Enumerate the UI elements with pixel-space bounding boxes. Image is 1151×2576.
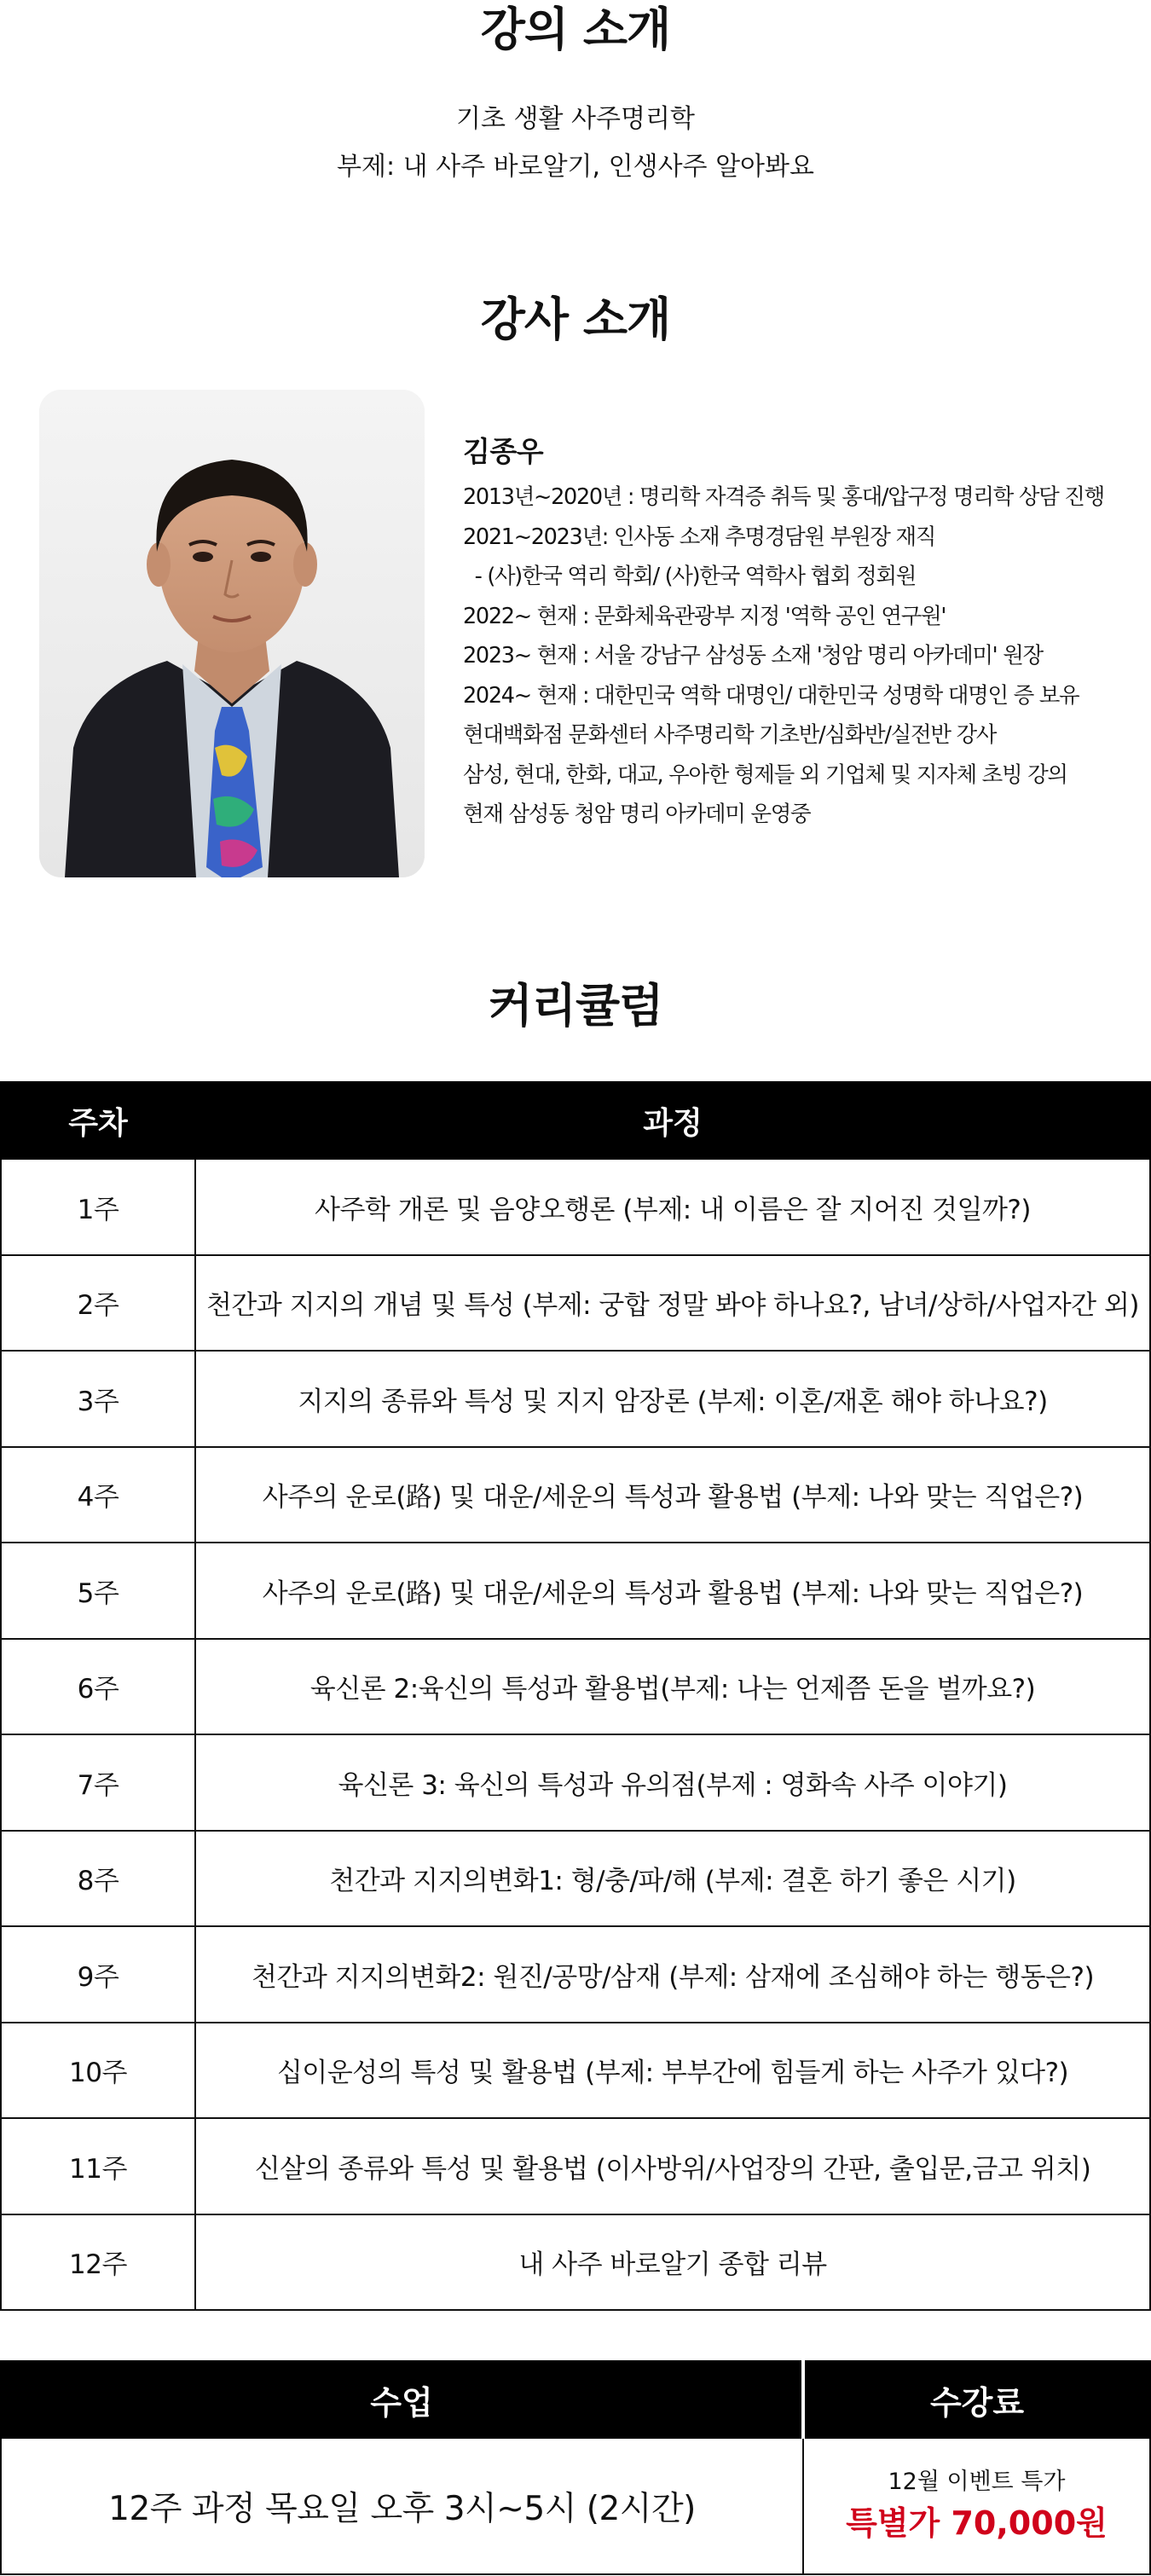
table-row	[1, 1255, 1150, 1352]
week-cell: 3주	[1, 1351, 195, 1447]
instructor-bio	[463, 426, 1145, 835]
table-row	[1, 2023, 1150, 2119]
special-price: 특별가 70,000원	[846, 2504, 1108, 2542]
table-row	[1, 2214, 1150, 2311]
week-cell: 1주	[1, 1159, 195, 1255]
week-cell: 8주	[1, 1831, 195, 1927]
bio-line: - (사)한국 역리 학회/ (사)한국 역학사 협회 정회원	[463, 564, 917, 589]
curriculum-title: 커리큘럼	[488, 979, 663, 1033]
instructor-portrait-image	[39, 390, 425, 877]
week-cell: 9주	[1, 1926, 195, 2023]
table-row	[1, 2118, 1150, 2214]
course-cell: 사주의 운로(路) 및 대운/세운의 특성과 활용법 (부제: 나와 맞는 직업은?)	[195, 1543, 1150, 1639]
week-cell: 6주	[1, 1639, 195, 1735]
class-info-table	[0, 2360, 1151, 2575]
curriculum-header-row	[1, 1082, 1150, 1159]
instructor-intro-title: 강사 소개	[480, 292, 671, 346]
table-row	[1, 1926, 1150, 2023]
bio-line: 2013년~2020년 : 명리학 자격증 취득 및 홍대/압구정 명리학 상담 진행	[463, 484, 1104, 510]
week-cell: 7주	[1, 1734, 195, 1831]
table-row	[1, 1351, 1150, 1447]
course-cell: 사주학 개론 및 음양오행론 (부제: 내 이름은 잘 지어진 것일까?)	[195, 1159, 1150, 1255]
fee-cell	[803, 2438, 1150, 2574]
instructor-photo	[39, 390, 425, 877]
table-row	[1, 1543, 1150, 1639]
lecture-intro-text	[0, 96, 1151, 191]
week-cell: 11주	[1, 2118, 195, 2214]
lecture-subtitle: 기초 생활 사주명리학	[456, 104, 695, 134]
table-row	[1, 1734, 1150, 1831]
course-cell: 내 사주 바로알기 종합 리뷰	[195, 2214, 1150, 2311]
table-row	[1, 1159, 1150, 1255]
instructor-name: 김종우	[463, 435, 544, 468]
week-column-header: 주차	[1, 1082, 195, 1159]
course-cell: 십이운성의 특성 및 활용법 (부제: 부부간에 힘들게 하는 사주가 있다?)	[195, 2023, 1150, 2119]
bio-line: 현대백화점 문화센터 사주명리학 기초반/심화반/실전반 강사	[463, 722, 997, 748]
week-cell: 5주	[1, 1543, 195, 1639]
course-cell: 천간과 지지의변화1: 형/충/파/해 (부제: 결혼 하기 좋은 시기)	[195, 1831, 1150, 1927]
course-cell: 지지의 종류와 특성 및 지지 암장론 (부제: 이혼/재혼 해야 하나요?)	[195, 1351, 1150, 1447]
curriculum-table	[0, 1081, 1151, 2311]
course-column-header: 과정	[195, 1082, 1150, 1159]
bio-line: 삼성, 현대, 한화, 대교, 우아한 형제들 외 기업체 및 지자체 초빙 강의	[463, 761, 1067, 788]
class-info-header-row	[1, 2361, 1150, 2438]
bio-line: 2022~ 현재 : 문화체육관광부 지정 '역학 공인 연구원'	[463, 603, 946, 629]
class-schedule: 12주 과정 목요일 오후 3시~5시 (2시간)	[1, 2438, 803, 2574]
lecture-theme: 부제: 내 사주 바로알기, 인생사주 알아봐요	[337, 152, 814, 182]
table-row	[1, 1447, 1150, 1543]
week-cell: 12주	[1, 2214, 195, 2311]
course-cell: 육신론 3: 육신의 특성과 유의점(부제 : 영화속 사주 이야기)	[195, 1734, 1150, 1831]
bio-line: 2021~2023년: 인사동 소재 추명경담원 부원장 재직	[463, 524, 936, 550]
course-cell: 천간과 지지의변화2: 원진/공망/삼재 (부제: 삼재에 조심해야 하는 행동은?)	[195, 1926, 1150, 2023]
fee-column-header: 수강료	[803, 2361, 1150, 2438]
week-cell: 2주	[1, 1255, 195, 1352]
class-column-header: 수업	[1, 2361, 803, 2438]
table-row	[1, 1639, 1150, 1735]
course-cell: 신살의 종류와 특성 및 활용법 (이사방위/사업장의 간판, 출입문,금고 위치)	[195, 2118, 1150, 2214]
bio-line: 현재 삼성동 청암 명리 아카데미 운영중	[463, 802, 811, 827]
week-cell: 4주	[1, 1447, 195, 1543]
bio-line: 2023~ 현재 : 서울 강남구 삼성동 소재 '청암 명리 아카데미' 원장	[463, 643, 1043, 669]
week-cell: 10주	[1, 2023, 195, 2119]
table-row	[1, 2438, 1150, 2574]
course-cell: 육신론 2:육신의 특성과 활용법(부제: 나는 언제쯤 돈을 벌까요?)	[195, 1639, 1150, 1735]
event-label: 12월 이벤트 특가	[888, 2469, 1066, 2495]
course-cell: 천간과 지지의 개념 및 특성 (부제: 궁합 정말 봐야 하나요?, 남녀/상하/사업자간 외)	[195, 1255, 1150, 1352]
bio-line: 2024~ 현재 : 대한민국 역학 대명인/ 대한민국 성명학 대명인 증 보유	[463, 682, 1079, 709]
lecture-intro-title: 강의 소개	[480, 3, 671, 56]
table-row	[1, 1831, 1150, 1927]
course-cell: 사주의 운로(路) 및 대운/세운의 특성과 활용법 (부제: 나와 맞는 직업은?)	[195, 1447, 1150, 1543]
